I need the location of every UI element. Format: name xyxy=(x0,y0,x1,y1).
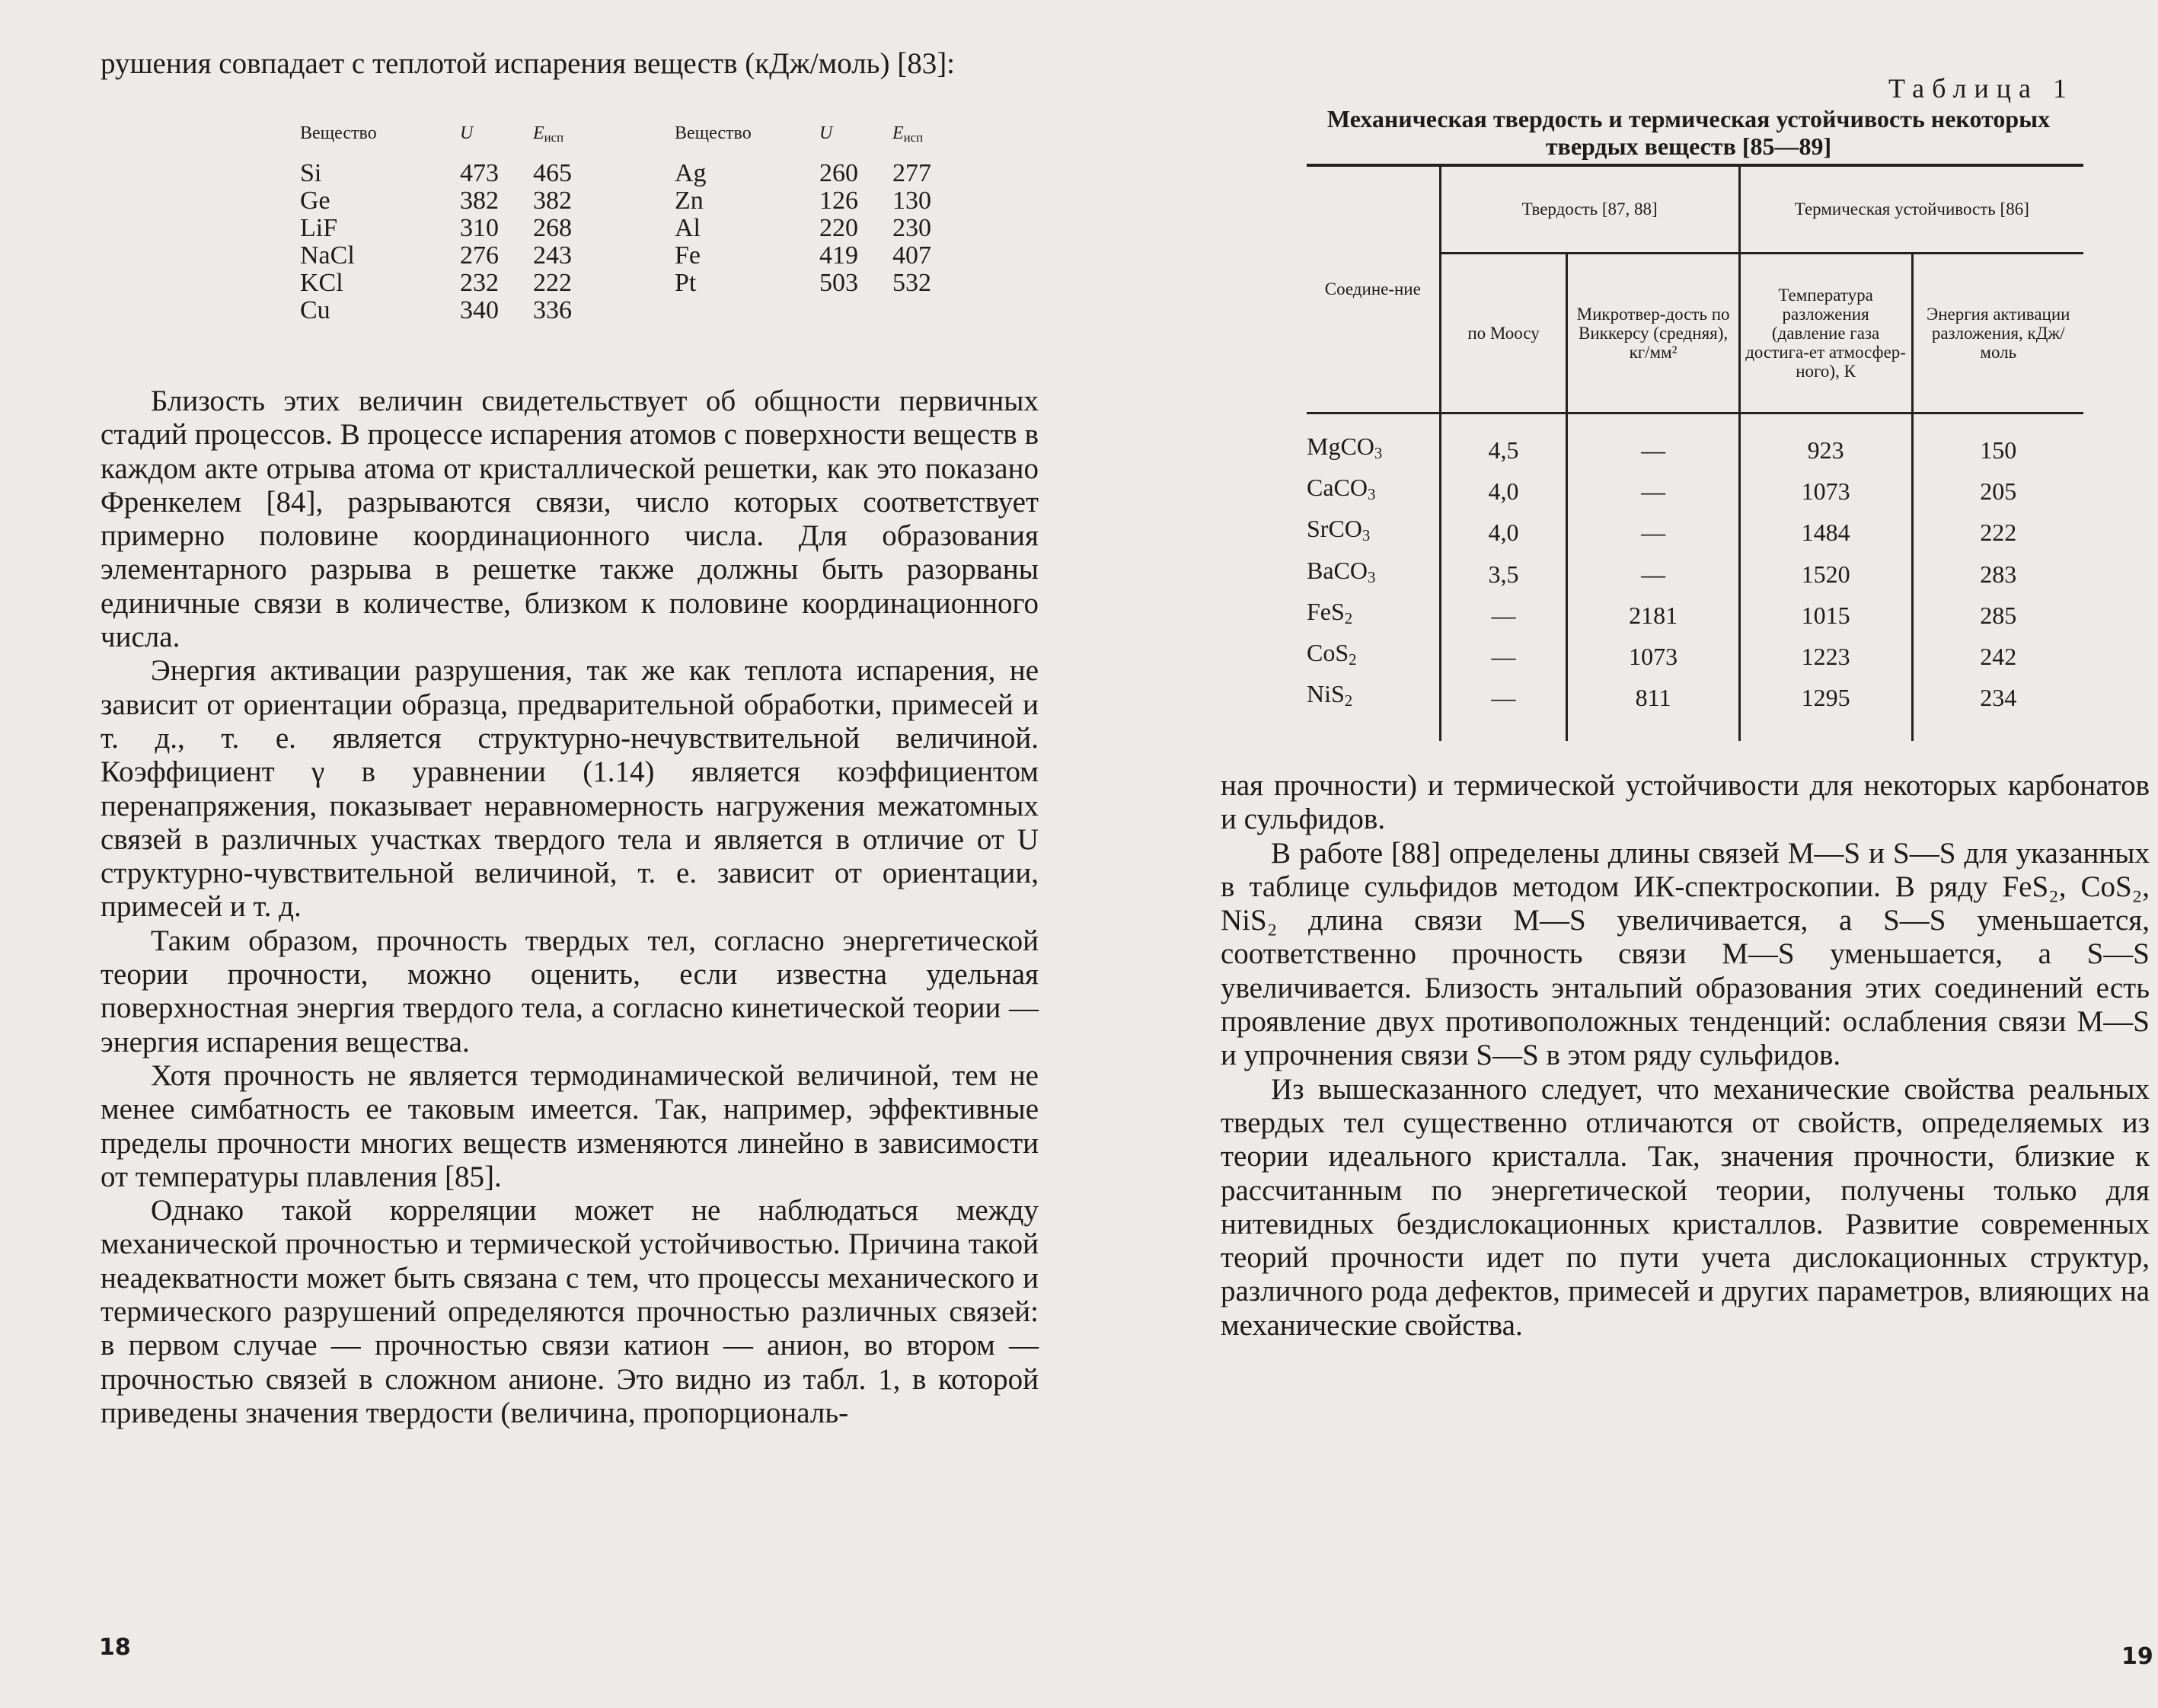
mini-cell: 382 xyxy=(460,187,499,215)
vickers-cell: — xyxy=(1567,471,1739,512)
temperature-cell: 1295 xyxy=(1739,677,1912,718)
compound-cell: SrCO$_3$ xyxy=(1307,515,1371,545)
mini-header-e-2: $E_{исп}$ xyxy=(892,123,924,145)
table-row xyxy=(1307,677,2083,718)
vickers-cell: — xyxy=(1567,554,1739,595)
mini-cell: 130 xyxy=(892,187,931,215)
header-mohs: по Моосу xyxy=(1440,253,1567,413)
mini-cell: 503 xyxy=(819,269,858,297)
mini-table-row xyxy=(274,215,953,242)
vickers-cell: 811 xyxy=(1567,677,1739,718)
mini-cell: 336 xyxy=(533,296,572,324)
mini-header-e-1: $E_{исп}$ xyxy=(533,123,564,145)
mini-header-substance-1: Вещество xyxy=(300,123,377,143)
vickers-cell: — xyxy=(1567,429,1739,471)
header-thermal-group: Термическая устойчивость [86] xyxy=(1739,165,2083,253)
mini-cell: 310 xyxy=(460,214,499,242)
energy-cell: 242 xyxy=(1912,636,2083,677)
page-number-right: 19 xyxy=(2121,1643,2153,1670)
left-paragraph-4: Хотя прочность не является термодинамической величиной, тем не менее симбатность ее таковым имеется. Так, например, эффективные пределы прочности многих веществ изменяются линейно в зависимости от температуры плавления [85]. xyxy=(101,1058,1039,1193)
hardness-table xyxy=(1307,164,2083,741)
mini-cell: 222 xyxy=(533,269,572,297)
mini-table-header xyxy=(274,123,953,160)
mini-cell: Cu xyxy=(300,296,330,324)
mini-cell xyxy=(892,297,953,324)
page-number-left: 18 xyxy=(99,1634,131,1661)
mini-cell: 230 xyxy=(892,214,931,242)
mini-cell xyxy=(632,297,819,324)
temperature-cell: 1223 xyxy=(1739,636,1912,677)
mini-cell: 532 xyxy=(892,269,931,297)
table-row xyxy=(1307,429,2083,471)
vickers-cell: — xyxy=(1567,512,1739,553)
mini-header-u-2: U xyxy=(819,123,833,143)
evaporation-table xyxy=(274,123,953,324)
mini-cell: Ge xyxy=(300,187,330,215)
mini-cell: 419 xyxy=(819,241,858,270)
mohs-cell: — xyxy=(1440,677,1567,718)
mohs-cell: — xyxy=(1440,636,1567,677)
energy-cell: 285 xyxy=(1912,595,2083,636)
temperature-cell: 923 xyxy=(1739,429,1912,471)
energy-cell: 222 xyxy=(1912,512,2083,553)
right-paragraph-1: ная прочности) и термической устойчивости для некоторых карбонатов и сульфидов. xyxy=(1221,769,2150,836)
mohs-cell: 3,5 xyxy=(1440,554,1567,595)
compound-cell: CaCO$_3$ xyxy=(1307,474,1376,504)
compound-cell: CoS$_2$ xyxy=(1307,638,1357,669)
left-paragraph-5: Однако такой корреляции может не наблюдаться между механической прочностью и термической устойчивостью. Причина такой неадекватности может быть связана с тем, что процессы механического и термического разрушений определяются прочностью различных связей: в первом случае — прочностью связи катион — анион, во втором — прочностью связей в сложном анионе. Это видно из табл. 1, в которой приведены значения твердости (величина, пропорциональ- xyxy=(101,1194,1039,1429)
mini-cell: 465 xyxy=(533,159,572,187)
mini-cell: 268 xyxy=(533,214,572,242)
mini-cell: 277 xyxy=(892,159,931,187)
left-paragraph-3: Таким образом, прочность твердых тел, согласно энергетической теории прочности, можно оценить, если известна удельная поверхностная энергия твердого тела, а согласно кинетической теории — энергия испарения вещества. xyxy=(101,924,1039,1058)
mini-cell: 340 xyxy=(460,296,499,324)
vickers-cell: 1073 xyxy=(1567,636,1739,677)
table-title: Механическая твердость и термическая устойчивость некоторых твердых веществ [85—89] xyxy=(1326,105,2051,160)
mini-cell: LiF xyxy=(300,214,338,242)
mini-cell: 407 xyxy=(892,241,931,270)
left-body xyxy=(101,385,1039,1430)
mohs-cell: 4,5 xyxy=(1440,429,1567,471)
temperature-cell: 1073 xyxy=(1739,471,1912,512)
right-paragraph-2: В работе [88] определены длины связей M—S и S—S для указанных в таблице сульфидов методом ИК-спектроскопии. В ряду FeS₂, CoS₂, NiS₂ длина связи M—S увеличивается, а S—S уменьшается, соответственно прочность связи M—S уменьшается, а S—S увеличивается. Близость энтальпий образования этих соединений есть проявление двух противоположных тенденций: ослабления связи M—S и упрочнения связи S—S в этом ряду сульфидов. xyxy=(1221,836,2150,1072)
energy-cell: 283 xyxy=(1912,554,2083,595)
left-intro-block xyxy=(101,47,1039,81)
right-paragraph-3: Из вышесказанного следует, что механические свойства реальных твердых тел существенно отличаются от свойств, определяемых из теории идеального кристалла. Так, значения прочности, близкие к рассчитанным по энергетической теории, получены только для нитевидных бездислокационных кристаллов. Развитие современных теорий прочности идет по пути учета дислокационных структур, различного рода дефектов, примесей и других параметров, влияющих на механические свойства. xyxy=(1221,1072,2150,1342)
mini-cell: KCl xyxy=(300,269,343,297)
header-temperature: Температура разложения (давление газа достига-ет атмосфер-ного), К xyxy=(1739,253,1912,413)
table-row xyxy=(1307,595,2083,636)
mohs-cell: 4,0 xyxy=(1440,512,1567,553)
table-row xyxy=(1307,554,2083,595)
mini-cell: Zn xyxy=(675,187,704,215)
table-row xyxy=(1307,471,2083,512)
mini-cell: 276 xyxy=(460,241,499,270)
mini-cell xyxy=(819,297,892,324)
header-energy: Энергия активации разложения, кДж/моль xyxy=(1912,253,2083,413)
compound-cell: BaCO$_3$ xyxy=(1307,556,1376,586)
mini-table-row xyxy=(274,242,953,270)
mini-cell: 220 xyxy=(819,214,858,242)
mini-cell: Ag xyxy=(675,159,707,187)
table-label: Таблица 1 xyxy=(1888,73,2074,104)
mini-cell: 126 xyxy=(819,187,858,215)
mini-cell: Fe xyxy=(675,241,701,270)
mini-cell: 260 xyxy=(819,159,858,187)
mini-table-row xyxy=(274,297,953,324)
header-vickers: Микротвер-дость по Виккерсу (средняя), кг/мм² xyxy=(1567,253,1739,413)
mini-cell: NaCl xyxy=(300,241,355,270)
mini-cell: Al xyxy=(675,214,701,242)
compound-cell: NiS$_2$ xyxy=(1307,680,1353,710)
temperature-cell: 1484 xyxy=(1739,512,1912,553)
left-intro-text: рушения совпадает с теплотой испарения веществ (кДж/моль) [83]: xyxy=(101,47,956,80)
compound-cell: MgCO$_3$ xyxy=(1307,433,1383,463)
energy-cell: 205 xyxy=(1912,471,2083,512)
mini-table-row xyxy=(274,270,953,297)
mini-header-substance-2: Вещество xyxy=(675,123,752,143)
mini-cell: 473 xyxy=(460,159,499,187)
mohs-cell: — xyxy=(1440,595,1567,636)
mini-cell: 232 xyxy=(460,269,499,297)
mini-cell: 382 xyxy=(533,187,572,215)
compound-cell: FeS$_2$ xyxy=(1307,597,1353,627)
mini-table-row xyxy=(274,187,953,215)
left-paragraph-1: Близость этих величин свидетельствует об общности первичных стадий процессов. В процессе испарения атомов с поверхности веществ в каждом акте отрыва атома от кристаллической решетки, как это показано Френкелем [84], разрываются связи, число которых соответствует примерно половине координационного числа. Для образования элементарного разрыва в решетке также должны быть разорваны единичные связи в количестве, близком к половине координационного числа. xyxy=(101,385,1039,654)
temperature-cell: 1015 xyxy=(1739,595,1912,636)
mini-cell: Si xyxy=(300,159,322,187)
left-paragraph-2: Энергия активации разрушения, так же как теплота испарения, не зависит от ориентации образца, предварительной обработки, примесей и т. д., т. е. является структурно-нечувствительной величиной. Коэффициент γ в уравнении (1.14) является коэффициентом перенапряжения, показывает неравномерность нагружения межатомных связей в различных участках твердого тела и является в отличие от U структурно-чувствительной величиной, т. е. зависит от ориентации, примесей и т. д. xyxy=(101,654,1039,924)
table-row xyxy=(1307,636,2083,677)
mini-cell: 243 xyxy=(533,241,572,270)
header-hardness-group: Твердость [87, 88] xyxy=(1440,165,1739,253)
energy-cell: 150 xyxy=(1912,429,2083,471)
energy-cell: 234 xyxy=(1912,677,2083,718)
mini-cell: Pt xyxy=(675,269,697,297)
right-body xyxy=(1221,769,2150,1342)
header-compound: Соедине-ние xyxy=(1307,165,1440,413)
table-row xyxy=(1307,512,2083,553)
vickers-cell: 2181 xyxy=(1567,595,1739,636)
mini-table-row xyxy=(274,160,953,187)
temperature-cell: 1520 xyxy=(1739,554,1912,595)
mohs-cell: 4,0 xyxy=(1440,471,1567,512)
mini-header-u-1: U xyxy=(460,123,474,143)
